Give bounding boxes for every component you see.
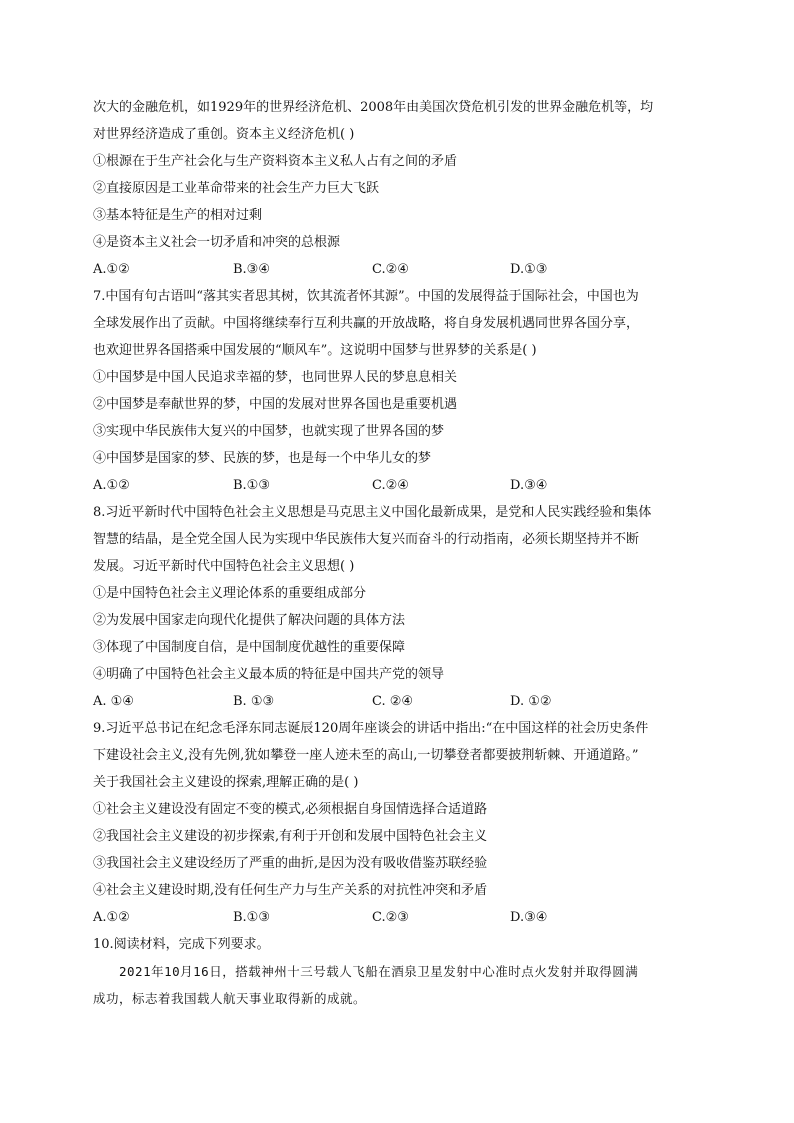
answer-option: B.③④ (233, 262, 270, 277)
text-line: ②中国梦是奉献世界的梦，中国的发展对世界各国也是重要机遇 (93, 397, 458, 412)
text-line: ①是中国特色社会主义理论体系的重要组成部分 (93, 586, 367, 601)
text-line: 智慧的结晶，是全党全国人民为实现中华民族伟大复兴而奋斗的行动指南，必须长期坚持并不断 (93, 532, 640, 547)
answer-option: D.③④ (510, 910, 548, 925)
answer-option: C.②④ (372, 478, 409, 493)
answer-option: A. ①④ (93, 694, 134, 709)
answer-option: C.②④ (372, 262, 409, 277)
text-line: ③基本特征是生产的相对过剩 (93, 208, 263, 223)
answer-option: B.①③ (233, 910, 270, 925)
text-line: ①社会主义建设没有固定不变的模式,必须根据自身国情选择合适道路 (93, 802, 488, 817)
text-line: 7.中国有句古语叫“落其实者思其树，饮其流者怀其源”。中国的发展得益于国际社会，中国也为 (93, 289, 639, 304)
answer-option: C.②③ (372, 910, 409, 925)
document-content (93, 94, 703, 1012)
answer-option: D.①③ (510, 262, 548, 277)
text-line: 8.习近平新时代中国特色社会主义思想是马克思主义中国化最新成果，是党和人民实践经验和集体 (93, 505, 652, 520)
text-line: ①中国梦是中国人民追求幸福的梦，也同世界人民的梦息息相关 (93, 370, 458, 385)
material-text-line: 2021年10月16日，搭载神州十三号载人飞船在酒泉卫星发射中心准时点火发射并取得圆满 (119, 964, 639, 979)
text-line: 全球发展作出了贡献。中国将继续奉行互利共赢的开放战略，将自身发展机遇同世界各国分享， (93, 316, 640, 331)
text-line: ④社会主义建设时期,没有任何生产力与生产关系的对抗性冲突和矛盾 (93, 883, 488, 898)
answer-option: A.①② (93, 262, 130, 277)
text-line: ①根源在于生产社会化与生产资料资本主义私人占有之间的矛盾 (93, 154, 458, 169)
answer-option: A.①② (93, 910, 130, 925)
text-line: ③我国社会主义建设经历了严重的曲折,是因为没有吸收借鉴苏联经验 (93, 856, 488, 871)
text-line: ②为发展中国家走向现代化提供了解决问题的具体方法 (93, 613, 406, 628)
text-line: ④是资本主义社会一切矛盾和冲突的总根源 (93, 235, 341, 250)
answer-options (93, 688, 703, 715)
answer-option: A.①② (93, 478, 130, 493)
text-line: ②我国社会主义建设的初步探索,有利于开创和发展中国特色社会主义 (93, 829, 488, 844)
answer-option: C. ②④ (372, 694, 414, 709)
text-line: 关于我国社会主义建设的探索,理解正确的是( ) (93, 775, 359, 790)
text-line: 10.阅读材料，完成下列要求。 (93, 937, 270, 952)
answer-options (93, 472, 703, 499)
text-line: ③实现中华民族伟大复兴的中国梦，也就实现了世界各国的梦 (93, 424, 445, 439)
answer-option: B.①③ (233, 478, 270, 493)
answer-option: D.③④ (510, 478, 548, 493)
text-line: 9.习近平总书记在纪念毛泽东同志诞辰120周年座谈会的讲话中指出:“在中国这样的社会历史条件 (93, 721, 649, 736)
answer-option: B. ①③ (233, 694, 275, 709)
material-text-line: 成功，标志着我国载人航天事业取得新的成就。 (93, 991, 367, 1006)
text-line: ④中国梦是国家的梦、民族的梦，也是每一个中华儿女的梦 (93, 451, 432, 466)
answer-options (93, 256, 703, 283)
text-line: 发展。习近平新时代中国特色社会主义思想( ) (93, 559, 355, 574)
text-line: ②直接原因是工业革命带来的社会生产力巨大飞跃 (93, 181, 380, 196)
answer-option: D. ①② (510, 694, 552, 709)
text-line: ③体现了中国制度自信，是中国制度优越性的重要保障 (93, 640, 406, 655)
text-line: 次大的金融危机，如1929年的世界经济危机、2008年由美国次贷危机引发的世界金融危机等，均 (93, 100, 654, 115)
text-line: 下建设社会主义,没有先例,犹如攀登一座人迹未至的高山,一切攀登者都要披荆斩棘、开通道路。” (93, 748, 639, 763)
text-line: ④明确了中国特色社会主义最本质的特征是中国共产党的领导 (93, 667, 445, 682)
answer-options (93, 904, 703, 931)
text-line: 对世界经济造成了重创。资本主义经济危机( ) (93, 127, 355, 142)
text-line: 也欢迎世界各国搭乘中国发展的“顺风车”。这说明中国梦与世界梦的关系是( ) (93, 343, 537, 358)
